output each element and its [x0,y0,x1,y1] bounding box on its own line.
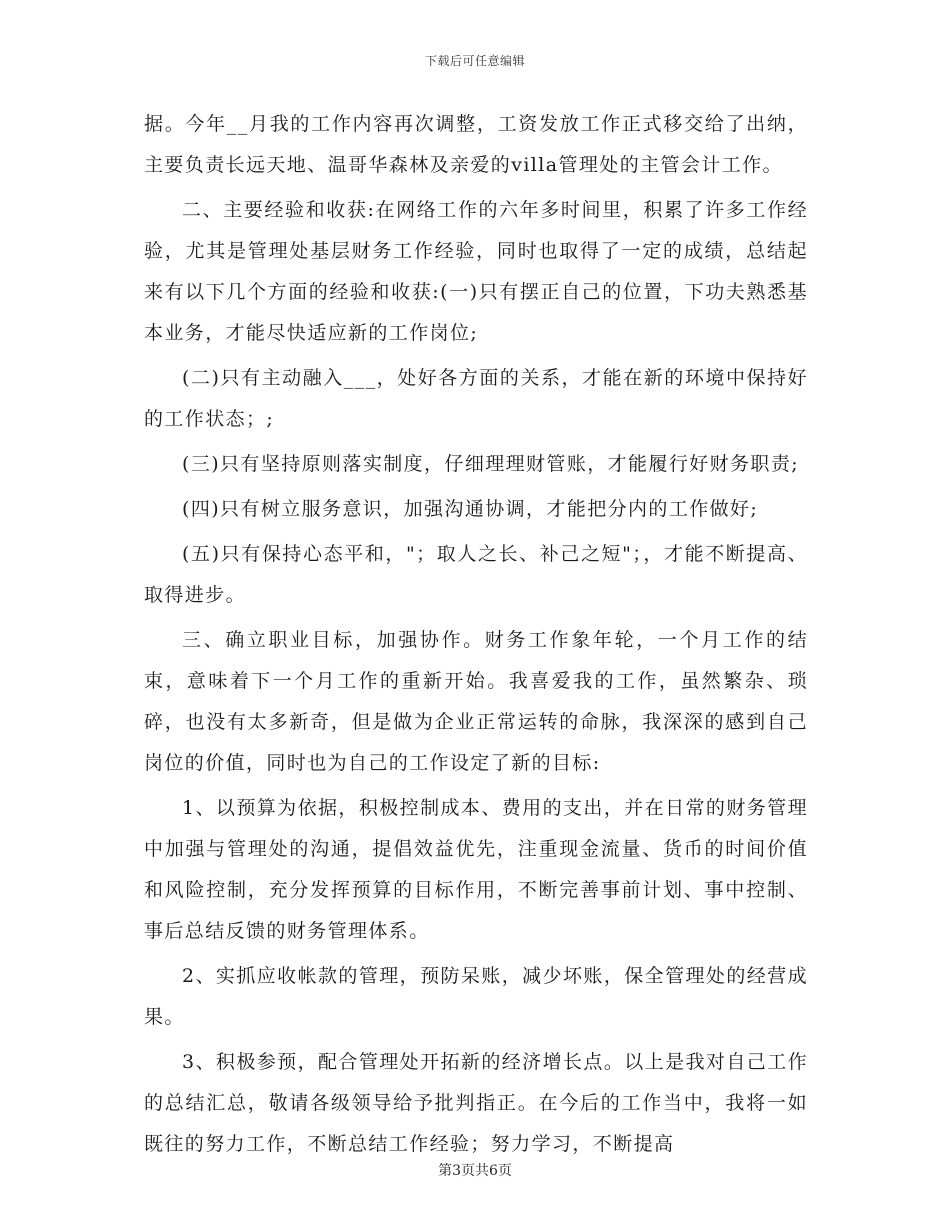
paragraph-3: (二)只有主动融入___，处好各方面的关系，才能在新的环境中保持好的工作状态；; [144,367,808,430]
page-header: 下载后可任意编辑 [424,54,525,68]
paragraph-5: (四)只有树立服务意识，加强沟通协调，才能把分内的工作做好; [182,498,759,520]
paragraph-1: 据。今年__月我的工作内容再次调整，工资发放工作正式移交给了出纳，主要负责长远天地、温哥华森林及亲爱的villa管理处的主管会计工作。 [144,113,808,176]
paragraph-7: 三、确立职业目标，加强协作。财务工作象年轮，一个月工作的结束，意味着下一个月工作的重新开始。我喜爱我的工作，虽然繁杂、琐碎，也没有太多新奇，但是做为企业正常运转的命脉，我深深的感到自己岗位的价值，同时也为自己的工作设定了新的目标: [144,629,808,774]
paragraph-8: 1、以预算为依据，积极控制成本、费用的支出，并在日常的财务管理中加强与管理处的沟通，提倡效益优先，注重现金流量、货币的时间价值和风险控制，充分发挥预算的目标作用，不断完善事前计划、事中控制、事后总结反馈的财务管理体系。 [144,797,808,942]
paragraph-9: 2、实抓应收帐款的管理，预防呆账，减少坏账，保全管理处的经营成果。 [144,965,808,1028]
paragraph-2: 二、主要经验和收获:在网络工作的六年多时间里，积累了许多工作经验，尤其是管理处基层财务工作经验，同时也取得了一定的成绩，总结起来有以下几个方面的经验和收获:(一)只有摆正自己的位置，下功夫熟悉基本业务，才能尽快适应新的工作岗位; [144,199,808,344]
document-body [144,104,808,1169]
page-footer-page-number: 第3页共6页 [438,1163,512,1179]
paragraph-6: (五)只有保持心态平和，"；取人之长、补己之短"；，才能不断提高、取得进步。 [144,543,808,606]
paragraph-4: (三)只有坚持原则落实制度，仔细理理财管账，才能履行好财务职责; [182,453,800,475]
paragraph-10: 3、积极参预，配合管理处开拓新的经济增长点。以上是我对自己工作的总结汇总，敬请各级领导给予批判指正。在今后的工作当中，我将一如既往的努力工作，不断总结工作经验；努力学习，不断提高 [144,1051,808,1155]
